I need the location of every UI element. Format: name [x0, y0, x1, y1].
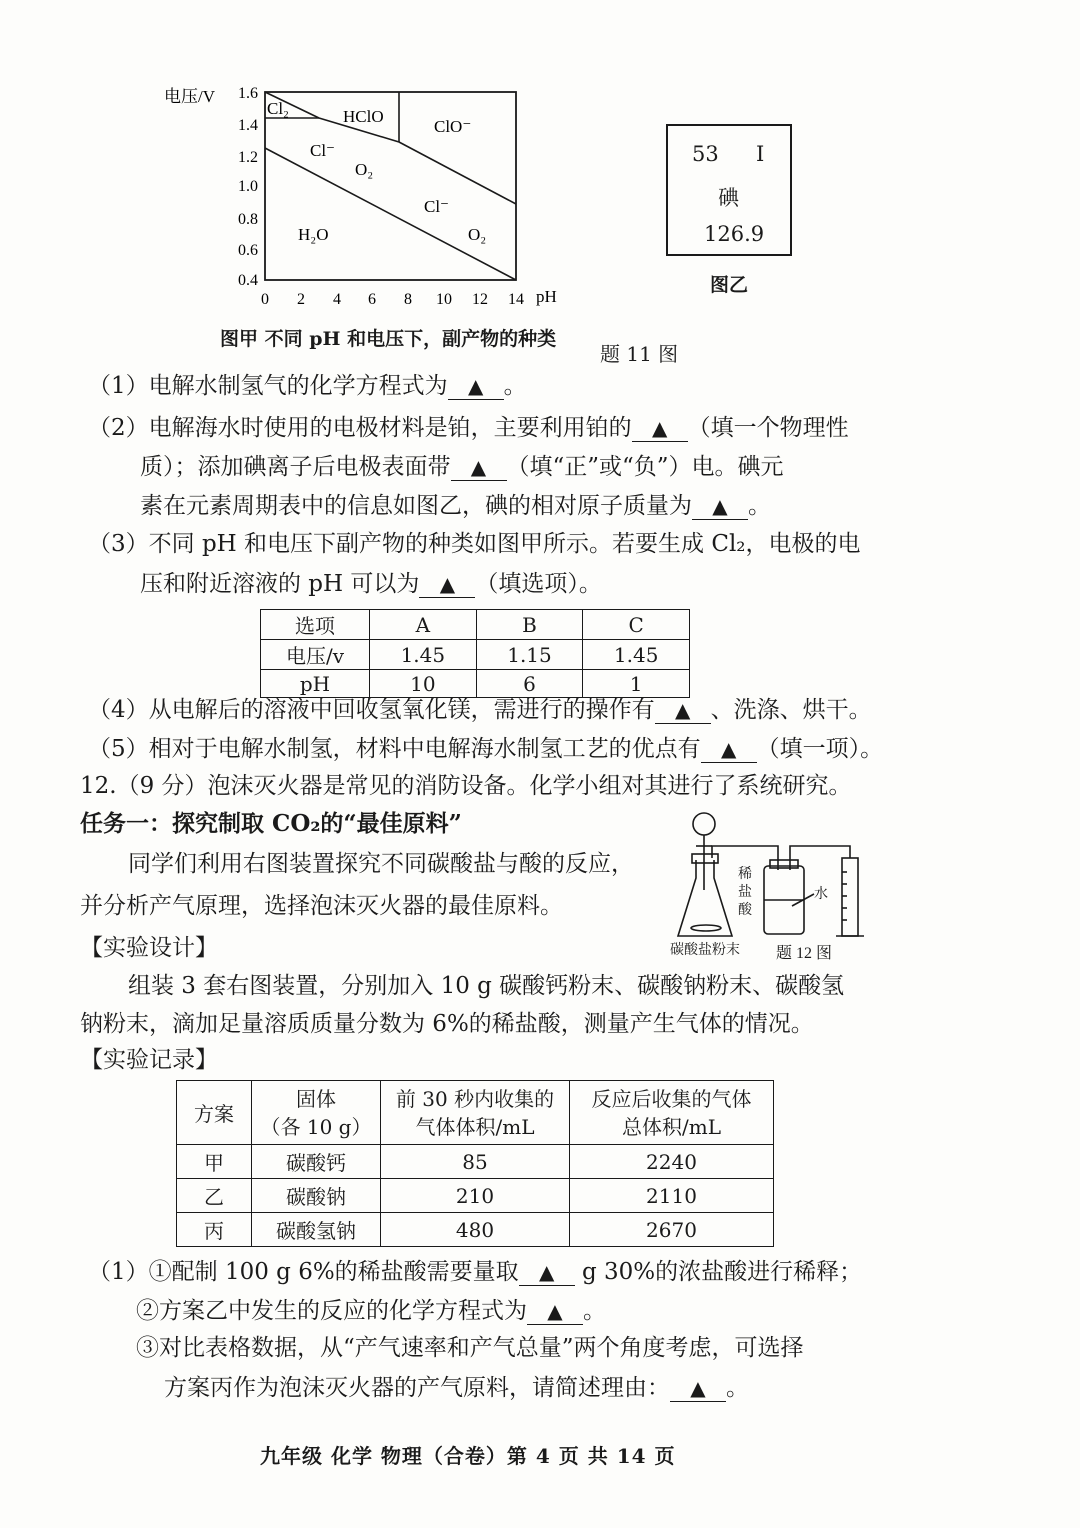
- region-hclo: HClO: [343, 107, 384, 126]
- table-row: [177, 1145, 774, 1179]
- q11-part2-line3: 素在元素周期表中的信息如图乙，碘的相对原子质量为 ▲ 。: [140, 493, 771, 519]
- y-tick: 0.4: [238, 272, 258, 289]
- record-heading: 【实验记录】: [80, 1047, 218, 1073]
- q11-options-table: [260, 609, 690, 698]
- q11-part2-line2: 质）；添加碘离子后电极表面带 ▲ （填“正”或“负”）电。碘元: [140, 454, 784, 480]
- region-o2-upper: O₂: [355, 160, 374, 179]
- boundary-clo-cl: [399, 142, 516, 204]
- region-cl-lower: Cl⁻: [424, 197, 450, 216]
- y-tick: 1.2: [238, 149, 258, 166]
- design-heading: 【实验设计】: [80, 935, 218, 961]
- table-cell: 碳酸钠: [252, 1179, 381, 1213]
- element-name: 碘: [718, 186, 739, 210]
- table-cell: 2240: [570, 1145, 774, 1179]
- table-row: [261, 640, 690, 670]
- region-clo: ClO⁻: [434, 117, 472, 136]
- table-cell: 1.45: [370, 640, 477, 670]
- table-cell: 10: [370, 670, 477, 698]
- design-line1: 组装 3 套右图装置，分别加入 10 g 碳酸钙粉末、碳酸钠粉末、碳酸氢: [128, 973, 845, 999]
- measuring-cylinder: [842, 858, 858, 936]
- page-footer: 九年级 化学 物理（合卷）第 4 页 共 14 页: [260, 1444, 676, 1468]
- q11-part2-line1: （2）电解海水时使用的电极材料是铂，主要利用铂的 ▲ （填一个物理性: [88, 415, 849, 441]
- y-tick: 0.6: [238, 242, 258, 259]
- q12-desc-line1: 同学们利用右图装置探究不同碳酸盐与酸的反应，: [128, 851, 634, 877]
- table-cell: 210: [381, 1179, 570, 1213]
- y-tick: 1.4: [238, 117, 258, 134]
- atomic-mass: 126.9: [704, 222, 765, 246]
- y-tick-labels: [238, 85, 258, 289]
- x-tick: 0: [261, 291, 269, 308]
- q12-task1-heading: 任务一：探究制取 CO₂的“最佳原料”: [80, 810, 462, 837]
- acid-label-char: 酸: [738, 903, 752, 918]
- table-header: 选项: [261, 610, 370, 640]
- element-symbol: I: [756, 142, 765, 166]
- x-tick: 2: [297, 291, 305, 308]
- powder-pile: [691, 925, 721, 931]
- figure-jia-caption: 图甲 不同 pH 和电压下，副产物的种类: [220, 328, 557, 350]
- table-cell: 碳酸氢钠: [252, 1213, 381, 1247]
- table-row: [177, 1213, 774, 1247]
- table-cell: 1: [583, 670, 690, 698]
- x-tick-labels: [261, 291, 524, 308]
- answer-blank[interactable]: ▲: [632, 415, 688, 442]
- figure-12-label: 题 12 图: [776, 945, 833, 962]
- funnel-bulb: [693, 813, 715, 835]
- water-label: 水: [814, 887, 828, 902]
- table-cell: 丙: [177, 1213, 252, 1247]
- experiment-record-table: [176, 1080, 774, 1247]
- atomic-number: 53: [692, 142, 719, 166]
- element-card-iodine: [666, 124, 792, 256]
- figure-jia-chart: [150, 78, 590, 318]
- q12-intro: 12.（9 分）泡沫灭火器是常见的消防设备。化学小组对其进行了系统研究。: [80, 773, 852, 799]
- region-o2-lower: O₂: [468, 225, 487, 244]
- table-row: [177, 1179, 774, 1213]
- table-cell: 1.45: [583, 640, 690, 670]
- table-cell: 甲: [177, 1145, 252, 1179]
- table-header: B: [476, 610, 583, 640]
- table-row: [177, 1081, 774, 1145]
- answer-blank[interactable]: ▲: [701, 736, 757, 763]
- y-tick: 1.6: [238, 85, 258, 102]
- table-cell: 碳酸钙: [252, 1145, 381, 1179]
- boundary-lines: [265, 92, 516, 280]
- figure-11-label: 题 11 图: [600, 342, 679, 366]
- x-tick: 14: [508, 291, 524, 308]
- design-line2: 钠粉末，滴加足量溶质质量分数为 6%的稀盐酸，测量产生气体的情况。: [80, 1011, 814, 1037]
- table-cell: 乙: [177, 1179, 252, 1213]
- table-header: A: [370, 610, 477, 640]
- answer-blank[interactable]: ▲: [692, 493, 748, 520]
- acid-label-char: 盐: [738, 885, 752, 900]
- table-header: 固体 （各 10 g）: [252, 1081, 381, 1145]
- table-cell: 2670: [570, 1213, 774, 1247]
- answer-blank[interactable]: ▲: [655, 697, 711, 724]
- answer-blank[interactable]: ▲: [670, 1375, 726, 1402]
- acid-label-char: 稀: [738, 867, 752, 882]
- x-tick: 6: [368, 291, 376, 308]
- q11-part3-line1: （3）不同 pH 和电压下副产物的种类如图甲所示。若要生成 Cl₂，电极的电: [88, 531, 861, 557]
- x-tick: 12: [472, 291, 488, 308]
- q11-part1: （1）电解水制氢气的化学方程式为 ▲ 。: [88, 373, 527, 399]
- answer-blank[interactable]: ▲: [451, 454, 507, 481]
- answer-blank[interactable]: ▲: [519, 1259, 575, 1286]
- answer-blank[interactable]: ▲: [419, 571, 475, 598]
- answer-blank[interactable]: ▲: [527, 1298, 583, 1325]
- table-cell: 6: [476, 670, 583, 698]
- table-row: [261, 610, 690, 640]
- answer-blank[interactable]: ▲: [448, 373, 504, 400]
- q12-sub1-line1: （1）①配制 100 g 6%的稀盐酸需要量取 ▲ g 30%的浓盐酸进行稀释；: [88, 1259, 863, 1285]
- y-tick: 1.0: [238, 178, 258, 195]
- table-cell: 2110: [570, 1179, 774, 1213]
- table-header: C: [583, 610, 690, 640]
- table-cell: 85: [381, 1145, 570, 1179]
- boundary-lower-diagonal: [265, 148, 516, 280]
- table-cell: 1.15: [476, 640, 583, 670]
- powder-label: 碳酸盐粉末: [670, 943, 740, 958]
- region-cl-upper: Cl⁻: [310, 141, 336, 160]
- q11-part4: （4）从电解后的溶液中回收氢氧化镁，需进行的操作有 ▲ 、洗涤、烘干。: [88, 697, 872, 723]
- x-axis-label: pH: [536, 287, 557, 306]
- table-cell: pH: [261, 670, 370, 698]
- table-cell: 电压/v: [261, 640, 370, 670]
- table-cell: 480: [381, 1213, 570, 1247]
- figure-yi-caption: 图乙: [710, 274, 749, 296]
- q12-desc-line2: 并分析产气原理，选择泡沫灭火器的最佳原料。: [80, 893, 563, 919]
- q11-part5: （5）相对于电解水制氢，材料中电解海水制氢工艺的优点有 ▲ （填一项）。: [88, 736, 884, 762]
- apparatus-figure: [666, 808, 876, 968]
- x-tick: 10: [436, 291, 452, 308]
- q12-sub1-line4: 方案丙作为泡沫灭火器的产气原料，请简述理由： ▲ 。: [164, 1375, 749, 1401]
- table-header: 前 30 秒内收集的 气体体积/mL: [381, 1081, 570, 1145]
- x-tick: 4: [333, 291, 341, 308]
- q12-sub1-line2: ②方案乙中发生的反应的化学方程式为 ▲ 。: [136, 1298, 606, 1324]
- region-h2o: H₂O: [298, 225, 329, 244]
- q12-sub1-line3: ③对比表格数据，从“产气速率和产气总量”两个角度考虑，可选择: [136, 1335, 804, 1361]
- x-tick: 8: [404, 291, 412, 308]
- y-tick: 0.8: [238, 211, 258, 228]
- y-axis-label: 电压/V: [164, 87, 215, 106]
- plot-frame: [265, 92, 516, 280]
- table-header: 反应后收集的气体 总体积/mL: [570, 1081, 774, 1145]
- q11-part3-line2: 压和附近溶液的 pH 可以为 ▲ （填选项）。: [140, 571, 602, 597]
- table-header: 方案: [177, 1081, 252, 1145]
- region-cl2: Cl₂: [267, 99, 289, 118]
